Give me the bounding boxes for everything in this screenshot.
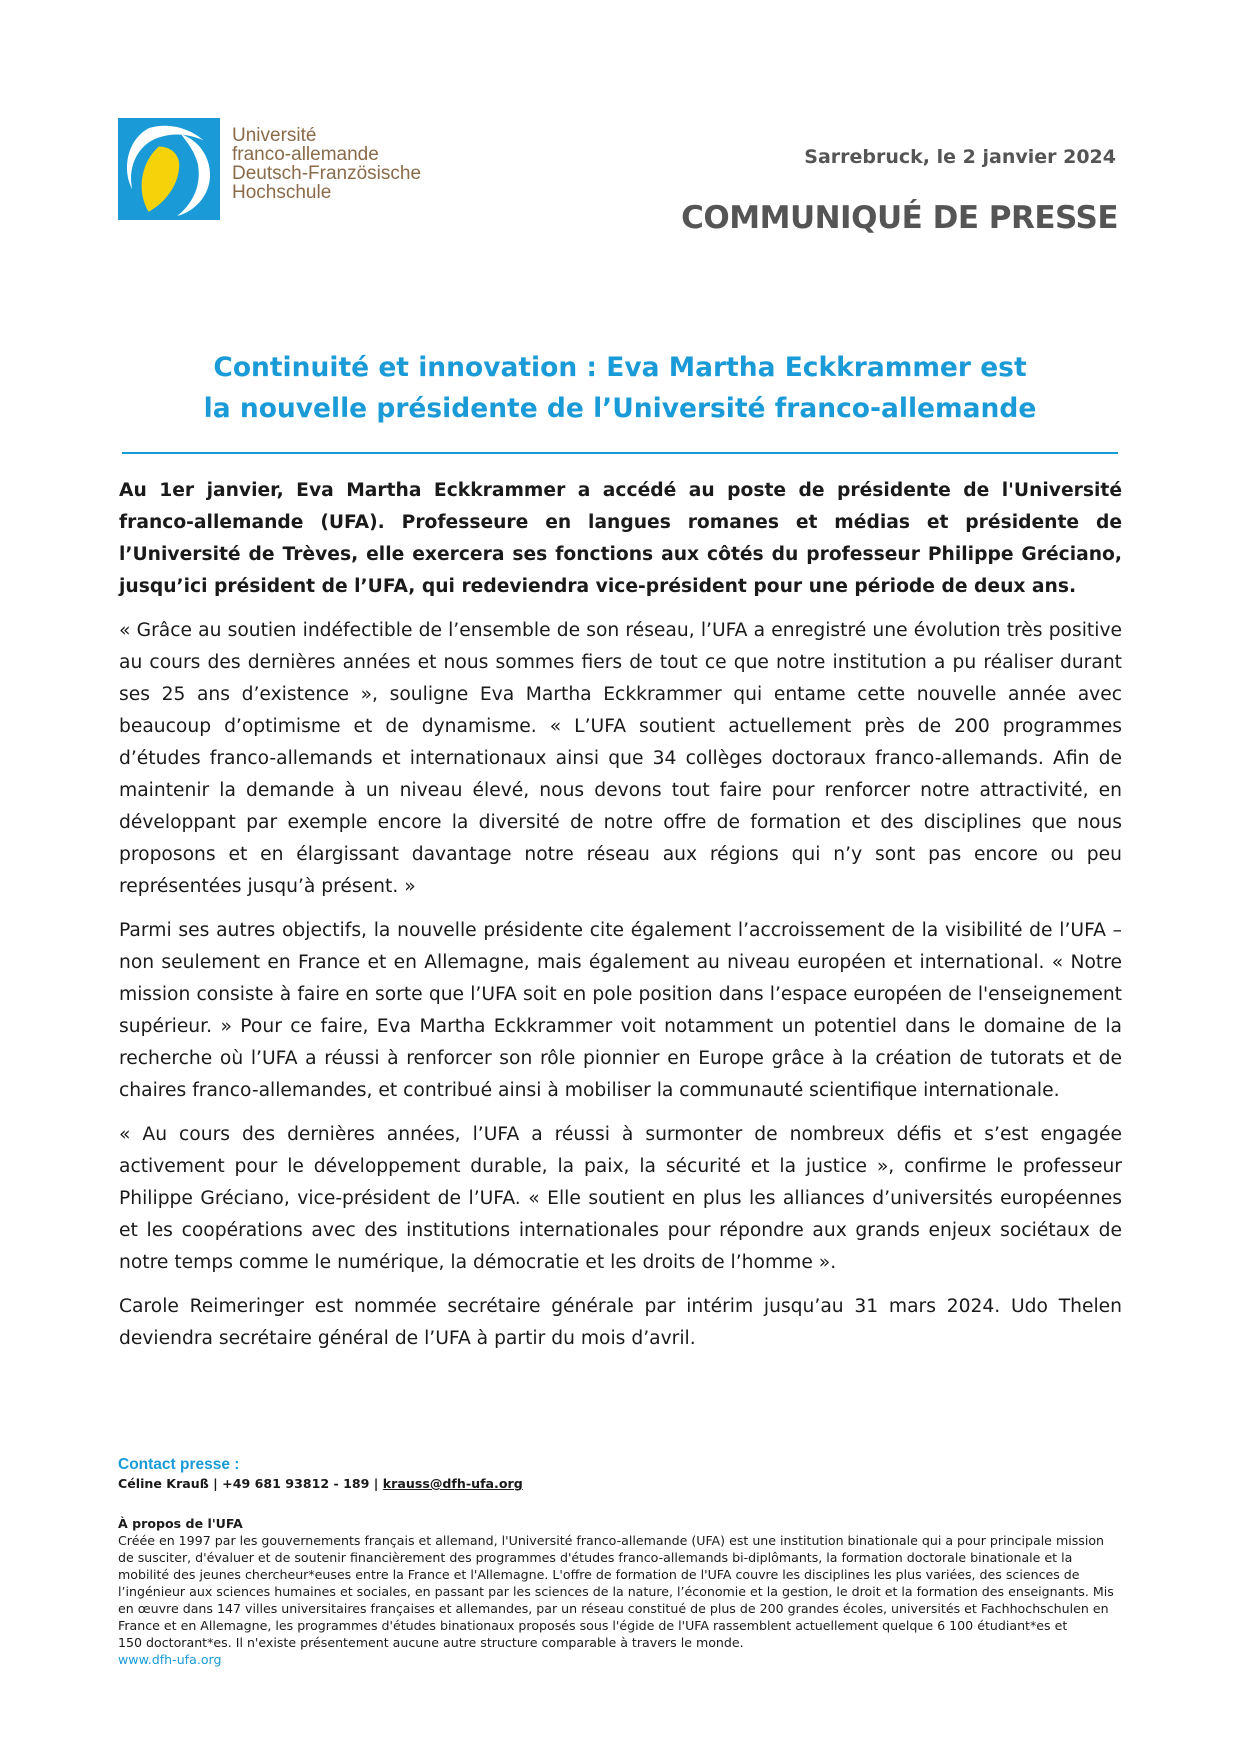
- contact-email-link[interactable]: krauss@dfh-ufa.org: [382, 1476, 523, 1491]
- about-line: de susciter, d'évaluer et de soutenir financièrement des programmes d'études franco-allemands bi-diplômants, la formation doctorale binationale et la: [118, 1550, 1073, 1565]
- headline-line: Continuité et innovation : Eva Martha Eckkrammer est: [213, 352, 1027, 383]
- logo-line: Deutsch-Französische: [232, 163, 422, 184]
- headline-divider: [122, 452, 1118, 454]
- logo-line: franco-allemande: [232, 144, 379, 165]
- contact-line: [118, 1474, 1122, 1493]
- dateline: Sarrebruck, le 2 janvier 2024: [804, 146, 1116, 168]
- logo-wordmark: [232, 126, 421, 202]
- footer: [118, 1455, 1122, 1668]
- website-link[interactable]: www.dfh-ufa.org: [118, 1652, 222, 1667]
- press-release-headline: [118, 347, 1122, 429]
- lead-paragraph: Au 1er janvier, Eva Martha Eckkrammer a accédé au poste de présidente de l'Université franco-allemande (UFA). Professeure en langues romanes et médias et présidente de l’Université de Trèves, elle exercera ses fonctions aux côtés du professeur Philippe Gréciano, jusqu’ici président de l’UFA, qui redeviendra vice-président pour une période de deux ans.: [119, 480, 1122, 597]
- about-line: mobilité des jeunes chercheur*euses entre la France et l'Allemagne. L'offre de formation de l'UFA couvre les disciplines les plus variées, des sciences de: [118, 1567, 1080, 1582]
- logo-line: Université: [232, 125, 317, 146]
- about-text: [118, 1532, 1122, 1651]
- about-line: l’ingénieur aux sciences humaines et sociales, en passant par les sciences de la nature, l’économie et la gestion, le droit et la formation des enseignants. Mis: [118, 1584, 1114, 1599]
- about-line: France et en Allemagne, les programmes d'études binationaux proposés sous l'égide de l'UFA rassemblent actuellement quelque 6 100 étudiant*es et: [118, 1618, 1068, 1633]
- about-line: 150 doctorant*es. Il n'existe présentement aucune autre structure comparable à travers le monde.: [118, 1635, 744, 1650]
- contact-title: Contact presse :: [118, 1456, 240, 1473]
- document-type-title: COMMUNIQUÉ DE PRESSE: [681, 200, 1118, 236]
- ufa-logo-mark-icon: [118, 118, 220, 220]
- body-paragraph: « Au cours des dernières années, l’UFA a réussi à surmonter de nombreux défis et s’est engagée activement pour le développement durable, la paix, la sécurité et la justice », confirme le professeur Philippe Gréciano, vice-président de l’UFA. « Elle soutient en plus les alliances d’universités européennes et les coopérations avec des institutions internationales pour répondre aux grands enjeux sociétaux de notre temps comme le numérique, la démocratie et les droits de l’homme ».: [119, 1124, 1122, 1273]
- press-release-body: [119, 475, 1122, 1367]
- about-line: Créée en 1997 par les gouvernements français et allemand, l'Université franco-allemande (UFA) est une institution binationale qui a pour principale mission: [118, 1533, 1105, 1548]
- body-paragraph: Carole Reimeringer est nommée secrétaire générale par intérim jusqu’au 31 mars 2024. Udo Thelen deviendra secrétaire général de l’UFA à partir du mois d’avril.: [119, 1296, 1122, 1349]
- about-line: en œuvre dans 147 villes universitaires françaises et allemandes, par un réseau constitué de plus de 200 grandes écoles, universités et Fachhochschulen en: [118, 1601, 1109, 1616]
- body-paragraph: « Grâce au soutien indéfectible de l’ensemble de son réseau, l’UFA a enregistré une évolution très positive au cours des dernières années et nous sommes fiers de tout ce que notre institution a pu réaliser durant ses 25 ans d’existence », souligne Eva Martha Eckkrammer qui entame cette nouvelle année avec beaucoup d’optimisme et de dynamisme. « L’UFA soutient actuellement près de 200 programmes d’études franco-allemands et internationaux ainsi que 34 collèges doctoraux franco-allemands. Afin de maintenir la demande à un niveau élevé, nous devons tout faire pour renforcer notre attractivité, en développant par exemple encore la diversité de notre offre de formation et des disciplines que nous proposons et en élargissant davantage notre réseau aux régions qui n’y sont pas encore ou peu représentées jusqu’à présent. »: [119, 620, 1122, 897]
- body-paragraph: Parmi ses autres objectifs, la nouvelle présidente cite également l’accroissement de la visibilité de l’UFA – non seulement en France et en Allemagne, mais également au niveau européen et international. « Notre mission consiste à faire en sorte que l’UFA soit en pole position dans l’espace européen de l'enseignement supérieur. » Pour ce faire, Eva Martha Eckkrammer voit notamment un potentiel dans le domaine de la recherche où l’UFA a réussi à renforcer son rôle pionnier en Europe grâce à la création de tutorats et de chaires franco-allemandes, et contribué ainsi à mobiliser la communauté scientifique internationale.: [119, 920, 1122, 1101]
- logo-line: Hochschule: [232, 182, 332, 203]
- headline-line: la nouvelle présidente de l’Université franco-allemande: [203, 393, 1037, 424]
- ufa-logo: [118, 118, 421, 220]
- about-title: À propos de l'UFA: [118, 1516, 243, 1531]
- contact-name-phone: Céline Krauß | +49 681 93812 - 189 |: [118, 1476, 383, 1491]
